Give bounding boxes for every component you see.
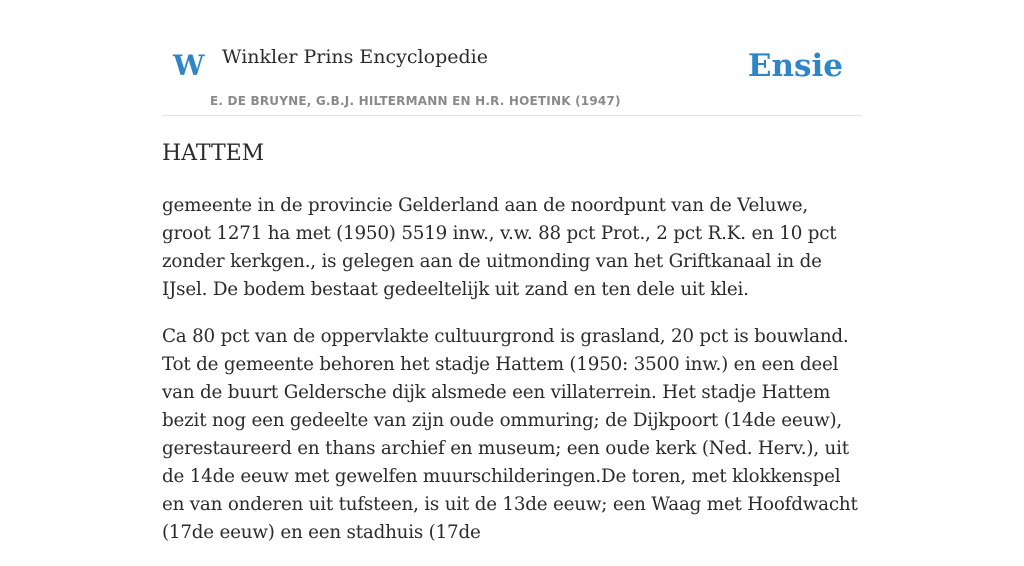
winkler-prins-logo-icon[interactable]: W bbox=[173, 49, 205, 82]
article-paragraph-1: gemeente in de provincie Gelderland aan de noordpunt van de Veluwe, groot 1271 ha met (1950) 5519 inw., v.w. 88 pct Prot., 2 pct R.K. en 10 pct zonder kerkgen., is gelegen aan de uitmonding van het Griftkanaal in de IJsel. De bodem bestaat gedeeltelijk uit zand en ten dele uit klei. bbox=[162, 195, 837, 300]
ensie-logo-link[interactable]: Ensie bbox=[747, 48, 843, 84]
page bbox=[162, 0, 862, 543]
source-authors: E. DE BRUYNE, G.B.J. HILTERMANN EN H.R. HOETINK (1947) bbox=[210, 94, 621, 108]
article-body bbox=[162, 192, 862, 566]
source-header bbox=[162, 0, 862, 116]
source-title-link[interactable]: Winkler Prins Encyclopedie bbox=[222, 46, 488, 68]
article-paragraph-2: Ca 80 pct van de oppervlakte cultuurgrond is grasland, 20 pct is bouwland. Tot de gemeente behoren het stadje Hattem (1950: 3500 inw.) en een deel van de buurt Geldersche dijk alsmede een villaterrein. Het stadje Hattem bezit nog een gedeelte van zijn oude ommuring; de Dijkpoort (14de eeuw), gerestaureerd en thans archief en museum; een oude kerk (Ned. Herv.), uit de 14de eeuw met gewelfen muurschilderingen.De toren, met klokkenspel en van onderen uit tufsteen, is uit de 13de eeuw; een Waag met Hoofdwacht (17de eeuw) en een stadhuis (17de bbox=[162, 326, 858, 543]
article-title: HATTEM bbox=[162, 141, 265, 166]
